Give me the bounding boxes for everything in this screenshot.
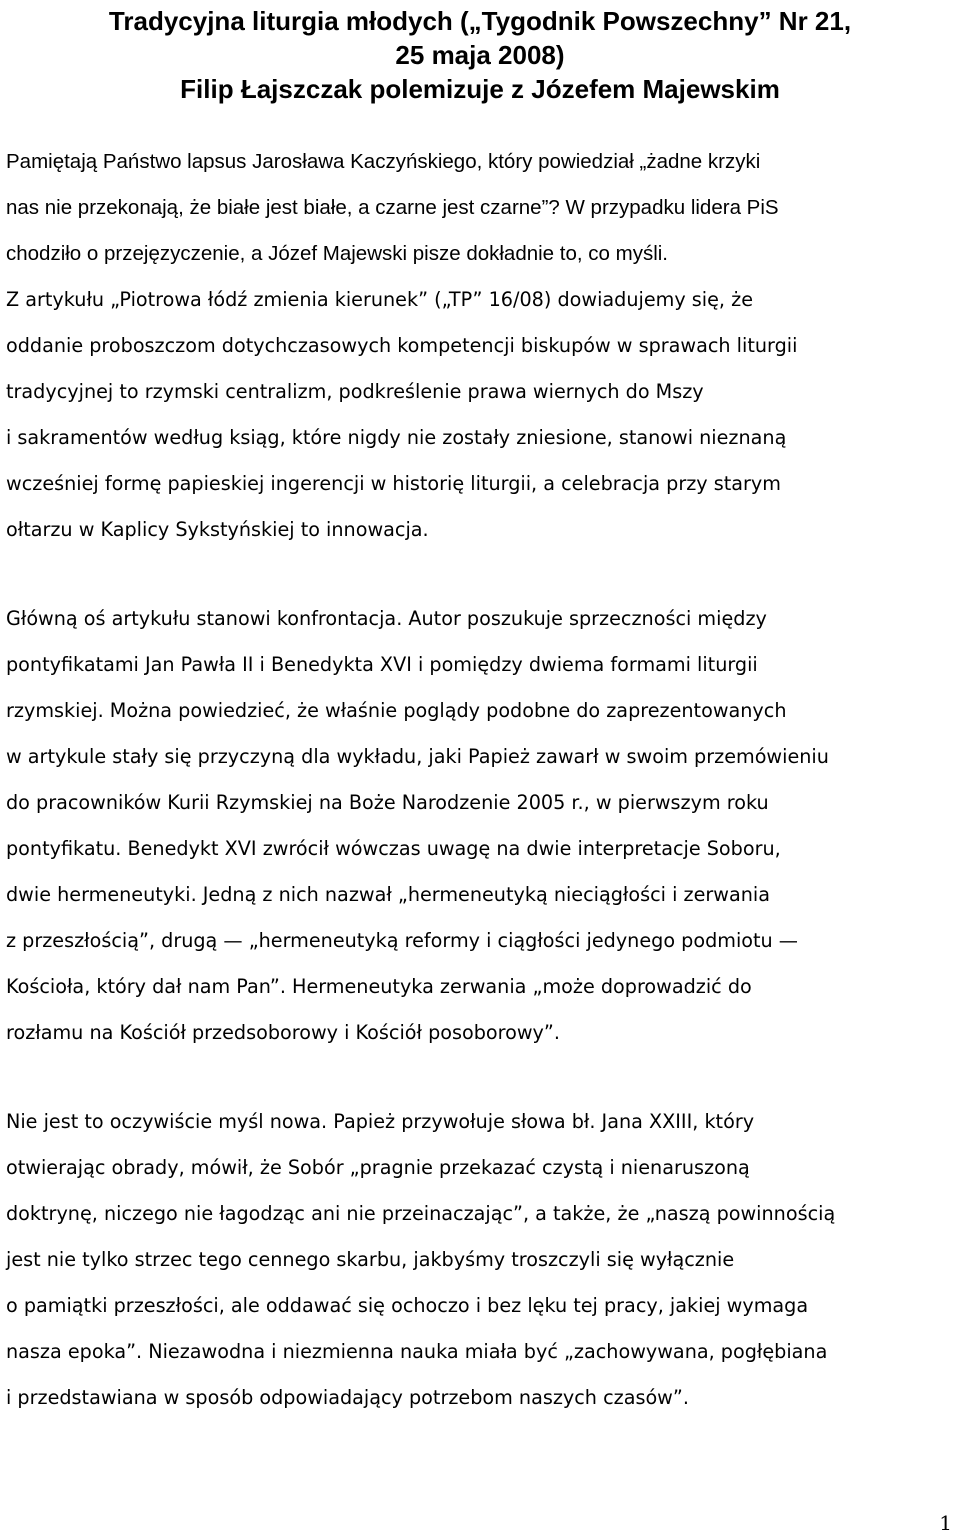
text-line: wcześniej formę papieskiej ingerencji w historię liturgii, a celebracja przy starym [6, 472, 781, 495]
text-line: tradycyjnej to rzymski centralizm, podkreślenie prawa wiernych do Mszy [6, 380, 704, 403]
paragraph-john-xxiii [6, 1099, 956, 1421]
document-title [0, 4, 960, 106]
text-line: doktrynę, niczego nie łagodząc ani nie przeinaczając”, a także, że „naszą powinnością [6, 1202, 836, 1225]
paragraph-confrontation [6, 596, 956, 1056]
text-line: i przedstawiana w sposób odpowiadający potrzebom naszych czasów”. [6, 1386, 689, 1409]
text-line: otwierając obrady, mówił, że Sobór „pragnie przekazać czystą i nienaruszoną [6, 1156, 750, 1179]
page-number: 1 [939, 1511, 952, 1535]
text-line: do pracowników Kurii Rzymskiej na Boże Narodzenie 2005 r., w pierwszym roku [6, 791, 769, 814]
text-line: dwie hermeneutyki. Jedną z nich nazwał „hermeneutyką nieciągłości i zerwania [6, 883, 770, 906]
text-line: rozłamu na Kościół przedsoborowy i Kościół posoborowy”. [6, 1021, 560, 1044]
text-line: o pamiątki przeszłości, ale oddawać się ochoczo i bez lęku tej pracy, jakiej wymaga [6, 1294, 809, 1317]
text-line: nasza epoka”. Niezawodna i niezmienna nauka miała być „zachowywana, pogłębiana [6, 1340, 828, 1363]
text-line: oddanie proboszczom dotychczasowych kompetencji biskupów w sprawach liturgii [6, 334, 798, 357]
text-line: chodziło o przejęzyczenie, a Józef Majewski pisze dokładnie to, co myśli. [6, 242, 668, 265]
text-line: i sakramentów według ksiąg, które nigdy nie zostały zniesione, stanowi nieznaną [6, 426, 787, 449]
title-line: 25 maja 2008) [395, 40, 565, 70]
text-line: nas nie przekonają, że białe jest białe, a czarne jest czarne”? W przypadku lidera PiS [6, 196, 779, 219]
text-line: Pamiętają Państwo lapsus Jarosława Kaczyńskiego, który powiedział „żadne krzyki [6, 150, 761, 173]
text-line: Z artykułu „Piotrowa łódź zmienia kierunek” („TP” 16/08) dowiadujemy się, że [6, 288, 753, 311]
text-line: pontyfikatami Jan Pawła II i Benedykta XVI i pomiędzy dwiema formami liturgii [6, 653, 758, 676]
text-line: Główną oś artykułu stanowi konfrontacja. Autor poszukuje sprzeczności między [6, 607, 767, 630]
text-line: jest nie tylko strzec tego cennego skarbu, jakbyśmy troszczyli się wyłącznie [6, 1248, 735, 1271]
text-line: rzymskiej. Można powiedzieć, że właśnie poglądy podobne do zaprezentowanych [6, 699, 787, 722]
title-line: Filip Łajszczak polemizuje z Józefem Majewskim [180, 74, 780, 104]
text-line: ołtarzu w Kaplicy Sykstyńskiej to innowacja. [6, 518, 429, 541]
paragraph-intro [6, 139, 956, 277]
text-line: Nie jest to oczywiście myśl nowa. Papież przywołuje słowa bł. Jana XXIII, który [6, 1110, 755, 1133]
text-line: Kościoła, który dał nam Pan”. Hermeneutyka zerwania „może doprowadzić do [6, 975, 752, 998]
paragraph-article-summary [6, 277, 956, 553]
text-line: w artykule stały się przyczyną dla wykładu, jaki Papież zawarł w swoim przemówieniu [6, 745, 829, 768]
text-line: z przeszłością”, drugą — „hermeneutyką reformy i ciągłości jedynego podmiotu — [6, 929, 798, 952]
title-line: Tradycyjna liturgia młodych („Tygodnik Powszechny” Nr 21, [108, 6, 852, 36]
text-line: pontyfikatu. Benedykt XVI zwrócił wówczas uwagę na dwie interpretacje Soboru, [6, 837, 781, 860]
